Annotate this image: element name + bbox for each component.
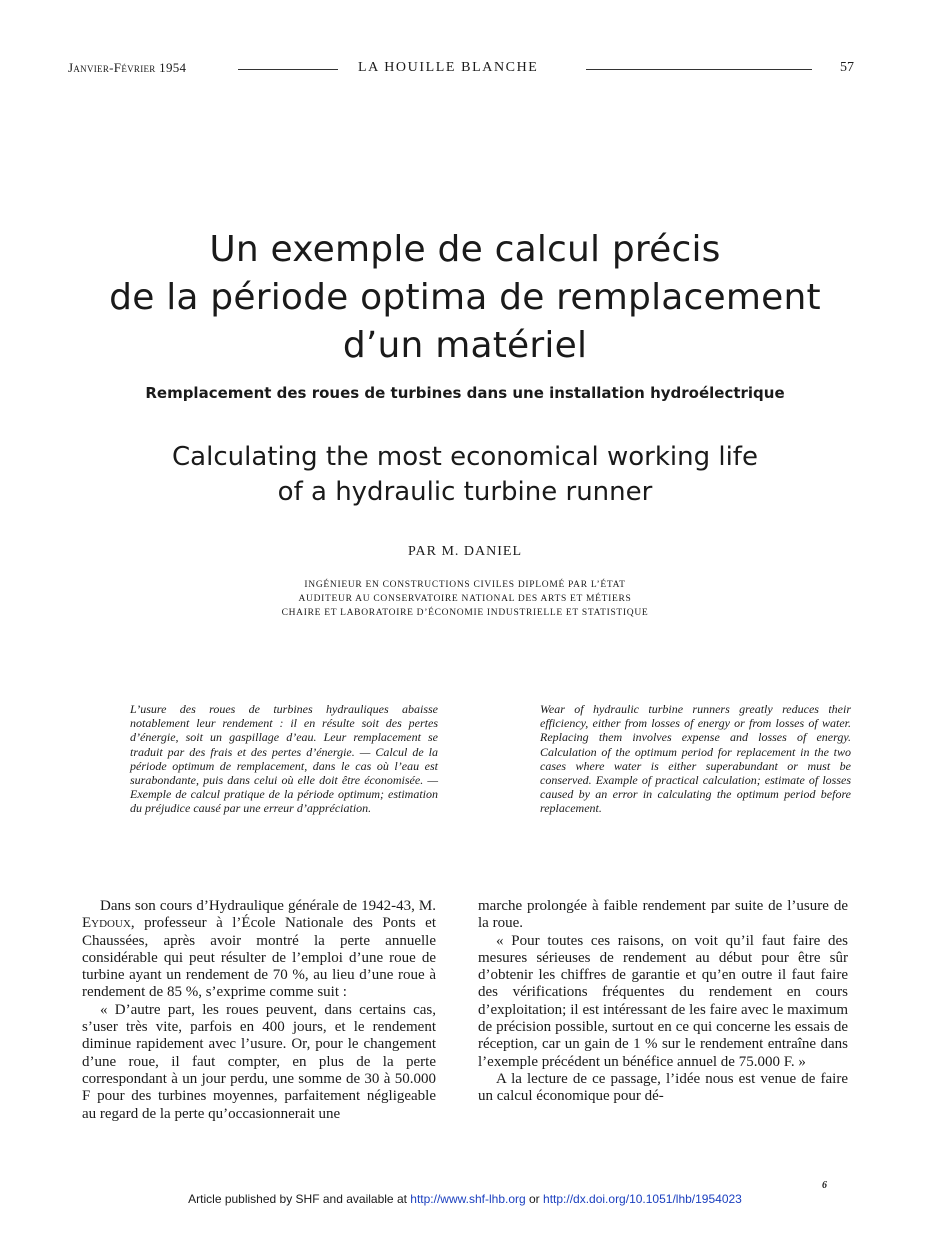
english-title-line-1: Calculating the most economical working life bbox=[172, 442, 758, 472]
title-line-3: d’un matériel bbox=[342, 325, 588, 366]
english-title bbox=[60, 440, 870, 510]
doi-link[interactable]: http://dx.doi.org/10.1051/lhb/1954023 bbox=[543, 1192, 742, 1206]
body-paragraph: « D’autre part, les roues peuvent, dans certains cas, s’user très vite, parfois en 400 jours, et le rendement diminue rapidement avec l’usure. Or, pour le changement d’une roue, il faut compter, en plus de la perte correspondant à un jour perdu, une somme de 30 à 50.000 F pour des turbines moyennes, parfaitement négligeable au regard de la perte qu’occasionnerait une bbox=[82, 1001, 436, 1122]
affiliation-line-3: CHAIRE ET LABORATOIRE D’ÉCONOMIE INDUSTRIELLE ET STATISTIQUE bbox=[281, 608, 649, 618]
page-number: 57 bbox=[840, 60, 854, 75]
running-header bbox=[68, 60, 854, 84]
body-paragraph: « Pour toutes ces raisons, on voit qu’il faut faire des mesures sérieuses de rendement au début pour être sûr d’obtenir les chiffres de garantie et qu’en outre il faut faire des vérifications fréquentes du rendement en cours d’exploitation; il est intéressant de les faire avec le maximum de précision possible, surtout en ce qui concerne les essais de réception, car un gain de 1 % sur le rendement entraîne dans l’exemple précédent un bénéfice annuel de 75.000 F. » bbox=[478, 932, 848, 1070]
author-affiliation bbox=[60, 578, 870, 620]
body-paragraph: A la lecture de ce passage, l’idée nous est venue de faire un calcul économique pour dé- bbox=[478, 1070, 848, 1105]
body-paragraph bbox=[82, 898, 436, 1002]
affiliation-line-1: INGÉNIEUR EN CONSTRUCTIONS CIVILES DIPLOMÉ PAR L’ÉTAT bbox=[304, 580, 626, 590]
body-column-left bbox=[82, 898, 436, 1123]
affiliation-line-2: AUDITEUR AU CONSERVATOIRE NATIONAL DES ARTS ET MÉTIERS bbox=[298, 594, 632, 604]
english-title-line-2: of a hydraulic turbine runner bbox=[277, 477, 653, 507]
header-rule-left bbox=[238, 69, 338, 70]
author-reference: Eydoux bbox=[82, 915, 131, 932]
article-title bbox=[60, 226, 870, 370]
body-column-right bbox=[478, 898, 848, 1106]
author-name: PAR M. DANIEL bbox=[408, 544, 522, 559]
publication-footer bbox=[0, 1192, 930, 1206]
body-text: , professeur à l’École Nationale des Ponts et Chaussées, après avoir montré la perte annuelle considérable qui peut résulter de l’emploi d’une roue de turbine ayant un rendement de 70 %, au lieu d’une roue à rendement de 85 %, s’exprime comme suit : bbox=[82, 915, 436, 1001]
footer-text: or bbox=[525, 1192, 544, 1206]
footer-text: Article published by SHF and available at bbox=[188, 1192, 411, 1206]
title-line-1: Un exemple de calcul précis bbox=[209, 229, 721, 270]
article-subtitle: Remplacement des roues de turbines dans une installation hydroélectrique bbox=[145, 384, 785, 402]
journal-name: LA HOUILLE BLANCHE bbox=[358, 60, 539, 75]
title-line-2: de la période optima de remplacement bbox=[109, 277, 821, 318]
issue-date: Janvier-Février 1954 bbox=[68, 60, 187, 75]
abstract-english: Wear of hydraulic turbine runners greatly reduces their efficiency, either from losses of energy or from losses of water. Replacing them involves expense and losses of energy. Calculation of the optimum period for replacement in the two cases where water is either superabundant or must be conserved. Example of practical calculation; estimate of losses caused by an error in calculating the optimum period before replacement. bbox=[540, 702, 851, 816]
abstract-french: L’usure des roues de turbines hydrauliques abaisse notablement leur rendement : il en résulte soit des pertes d’énergie, soit un gaspillage d’eau. Leur remplacement se traduit par des frais et des pertes d’énergie. — Calcul de la période optimum de remplacement, dans le cas où l’eau est surabondante, puis dans celui où elle doit être économisée. — Exemple de calcul pratique de la période optimum; estimation du préjudice causé par une erreur d’appréciation. bbox=[130, 702, 438, 816]
signature-mark: 6 bbox=[822, 1180, 827, 1191]
body-text: Dans son cours d’Hydraulique générale de 1942-43, M. bbox=[100, 898, 436, 914]
shf-link[interactable]: http://www.shf-lhb.org bbox=[410, 1192, 526, 1206]
body-paragraph: marche prolongée à faible rendement par suite de l’usure de la roue. bbox=[478, 898, 848, 932]
header-rule-right bbox=[586, 69, 812, 70]
